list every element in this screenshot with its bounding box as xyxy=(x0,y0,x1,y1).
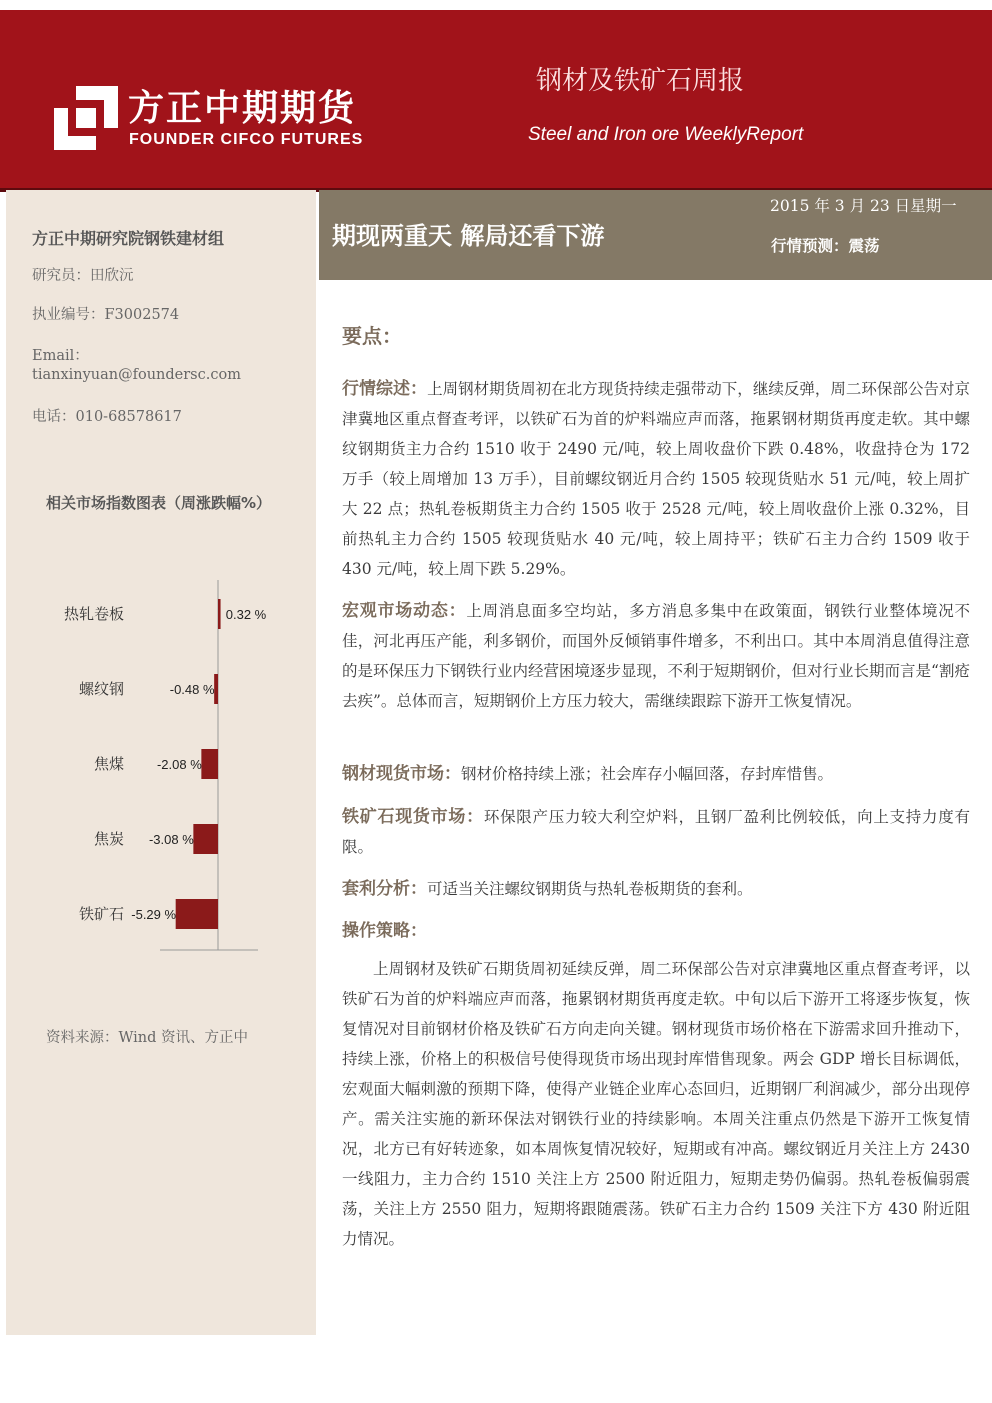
section-steel-spot xyxy=(342,759,970,789)
weekly-change-chart xyxy=(40,580,280,960)
key-points-heading: 要点： xyxy=(342,324,402,348)
company-name-en: FOUNDER CIFCO FUTURES xyxy=(129,131,364,148)
section-text: 可适当关注螺纹钢期货与热轧卷板期货的套利。 xyxy=(427,880,753,898)
chart-bar xyxy=(201,749,218,779)
chart-value-label: -3.08 % xyxy=(148,832,194,847)
strategy-heading xyxy=(342,916,970,946)
data-source: 资料来源：Wind 资讯、方正中 xyxy=(46,1030,249,1046)
chart-value-label: 0.32 % xyxy=(225,607,267,622)
chart-category-label: 焦煤 xyxy=(93,755,124,773)
report-date: 2015 年 3 月 23 日星期一 xyxy=(770,197,957,215)
company-logo-icon xyxy=(54,86,118,150)
section-ore-spot xyxy=(342,802,970,862)
section-label: 宏观市场动态： xyxy=(342,601,467,621)
strategy-heading-label: 操作策略： xyxy=(342,921,427,941)
report-title-cn: 钢材及铁矿石周报 xyxy=(536,66,745,96)
section-text: 上周钢材期货周初在北方现货持续走强带动下，继续反弹，周二环保部公告对京津冀地区重点督查考评，以铁矿石为首的炉料端应声而落，拖累钢材期货再度走软。其中螺纹钢期货主力合约 1510 收于 2490 元/吨，较上周收盘价下跌 0.48%，收盘持仓为 172 万手（较上周增加 13 万手），目前螺纹钢近月合约 1505 较现货贴水 51 元/吨，较上周扩大 22 点；热轧卷板期货主力合约 1505 收于 2528 元/吨，较上周收盘价上涨 0.32%，目前热轧主力合约 1505 较现货贴水 40 元/吨，较上周持平；铁矿石主力合约 1509 收于 430 元/吨，较上周下跌 5.29%。 xyxy=(342,380,970,578)
phone-number: 电话：010-68578617 xyxy=(32,409,182,425)
section-text: 环保限产压力较大利空炉料，且钢厂盈利比例较低，向上支持力度有限。 xyxy=(342,808,970,856)
company-name-cn: 方正中期期货 xyxy=(128,88,357,129)
chart-category-label: 焦炭 xyxy=(93,830,124,848)
chart-bar xyxy=(214,674,218,704)
report-title-en: Steel and Iron ore WeeklyReport xyxy=(528,124,804,145)
email-link[interactable]: tianxinyuan@foundersc.com xyxy=(32,367,241,383)
chart-bar xyxy=(176,899,218,929)
chart-bar xyxy=(193,824,218,854)
section-label: 铁矿石现货市场： xyxy=(342,807,484,827)
chart-category-label: 热轧卷板 xyxy=(63,605,124,623)
chart-bar xyxy=(218,599,221,629)
research-group: 方正中期研究院钢铁建材组 xyxy=(32,229,225,248)
report-headline: 期现两重天 解局还看下游 xyxy=(332,221,605,250)
section-text: 上周消息面多空均站，多方消息多集中在政策面，钢铁行业整体境况不佳，河北再压产能，利多钢价，而国外反倾销事件增多，不利出口。其中本周消息值得注意的是环保压力下钢铁行业内经营困境逐步显现，不利于短期钢价，但对行业长期而言是“割疮去疾”。总体而言，短期钢价上方压力较大，需继续跟踪下游开工恢复情况。 xyxy=(342,602,970,710)
chart-value-label: -5.29 % xyxy=(131,907,177,922)
strategy-text: 上周钢材及铁矿石期货周初延续反弹，周二环保部公告对京津冀地区重点督查考评，以铁矿石为首的炉料端应声而落，拖累钢材期货再度走软。中旬以后下游开工将逐步恢复，恢复情况对目前钢材价格及铁矿石方向走向关键。钢材现货市场价格在下游需求回升推动下，持续上涨，价格上的积极信号使得现货市场出现封库惜售现象。两会 GDP 增长目标调低，宏观面大幅刺激的预期下降，使得产业链企业库心态回归，近期钢厂利润减少，部分出现停产。需关注实施的新环保法对钢铁行业的持续影响。本周关注重点仍然是下游开工恢复情况，北方已有好转迹象，如本周恢复情况较好，短期或有冲高。螺纹钢近月关注上方 2430 一线阻力，主力合约 1510 关注上方 2500 附近阻力，短期走势仍偏弱。热轧卷板偏弱震荡，关注上方 2550 阻力，短期将跟随震荡。铁矿石主力合约 1509 关注下方 430 附近阻力情况。 xyxy=(342,960,970,1248)
section-label: 套利分析： xyxy=(342,879,427,899)
analyst-name: 研究员：田欣沅 xyxy=(32,268,134,284)
section-macro xyxy=(342,596,970,716)
section-label: 钢材现货市场： xyxy=(342,764,461,784)
market-forecast: 行情预测：震荡 xyxy=(771,236,880,255)
section-text: 钢材价格持续上涨；社会库存小幅回落，存封库惜售。 xyxy=(461,765,834,783)
section-market-review xyxy=(342,374,970,584)
chart-category-label: 铁矿石 xyxy=(78,905,124,923)
section-arbitrage xyxy=(342,874,970,904)
email-label: Email： xyxy=(32,348,89,364)
chart-value-label: -0.48 % xyxy=(169,682,215,697)
chart-value-label: -2.08 % xyxy=(156,757,202,772)
license-number: 执业编号：F3002574 xyxy=(32,307,180,323)
chart-category-label: 螺纹钢 xyxy=(78,680,124,698)
section-label: 行情综述： xyxy=(342,379,428,399)
chart-title: 相关市场指数图表（周涨跌幅%） xyxy=(46,494,272,512)
